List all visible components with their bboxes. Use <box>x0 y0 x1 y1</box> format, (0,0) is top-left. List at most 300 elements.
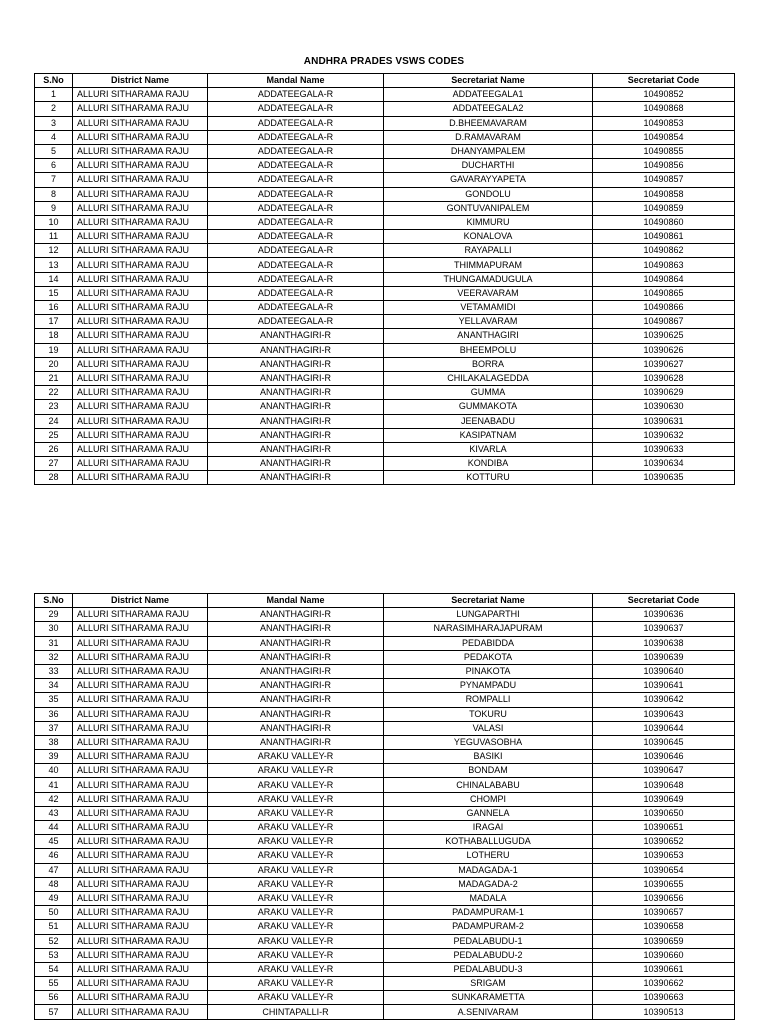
table-row <box>35 130 735 144</box>
district-cell: ALLURI SITHARAMA RAJU <box>73 102 208 116</box>
mandal-cell: ADDATEEGALA-R <box>208 230 384 244</box>
mandal-cell: ANANTHAGIRI-R <box>208 357 384 371</box>
secretariat-name-cell: GUMMAKOTA <box>384 400 593 414</box>
secretariat-code-cell: 10390637 <box>593 622 735 636</box>
district-cell: ALLURI SITHARAMA RAJU <box>73 948 208 962</box>
district-cell: ALLURI SITHARAMA RAJU <box>73 707 208 721</box>
sno-cell: 44 <box>35 821 73 835</box>
secretariat-name-cell: THUNGAMADUGULA <box>384 272 593 286</box>
mandal-cell: ADDATEEGALA-R <box>208 102 384 116</box>
district-cell: ALLURI SITHARAMA RAJU <box>73 863 208 877</box>
secretariat-code-cell: 10490859 <box>593 201 735 215</box>
column-header-sno: S.No <box>35 594 73 608</box>
mandal-cell: ANANTHAGIRI-R <box>208 608 384 622</box>
district-cell: ALLURI SITHARAMA RAJU <box>73 821 208 835</box>
district-cell: ALLURI SITHARAMA RAJU <box>73 608 208 622</box>
secretariat-name-cell: KIMMURU <box>384 215 593 229</box>
district-cell: ALLURI SITHARAMA RAJU <box>73 244 208 258</box>
district-cell: ALLURI SITHARAMA RAJU <box>73 329 208 343</box>
secretariat-code-cell: 10390631 <box>593 414 735 428</box>
table-row <box>35 88 735 102</box>
secretariat-name-cell: BASIKI <box>384 750 593 764</box>
mandal-cell: ADDATEEGALA-R <box>208 286 384 300</box>
sno-cell: 37 <box>35 721 73 735</box>
secretariat-code-cell: 10390638 <box>593 636 735 650</box>
secretariat-name-cell: PEDALABUDU-1 <box>384 934 593 948</box>
secretariat-name-cell: PADAMPURAM-1 <box>384 906 593 920</box>
secretariat-name-cell: PEDAKOTA <box>384 650 593 664</box>
sno-cell: 48 <box>35 877 73 891</box>
mandal-cell: ARAKU VALLEY-R <box>208 891 384 905</box>
sno-cell: 41 <box>35 778 73 792</box>
secretariat-name-cell: ADDATEEGALA2 <box>384 102 593 116</box>
sno-cell: 27 <box>35 457 73 471</box>
secretariat-code-cell: 10390647 <box>593 764 735 778</box>
table-row <box>35 877 735 891</box>
sno-cell: 46 <box>35 849 73 863</box>
table-header-row <box>35 594 735 608</box>
district-cell: ALLURI SITHARAMA RAJU <box>73 792 208 806</box>
district-cell: ALLURI SITHARAMA RAJU <box>73 116 208 130</box>
table-row <box>35 144 735 158</box>
table-row <box>35 414 735 428</box>
sno-cell: 39 <box>35 750 73 764</box>
mandal-cell: ANANTHAGIRI-R <box>208 371 384 385</box>
secretariat-name-cell: IRAGAI <box>384 821 593 835</box>
secretariat-code-cell: 10490865 <box>593 286 735 300</box>
secretariat-code-cell: 10390658 <box>593 920 735 934</box>
district-cell: ALLURI SITHARAMA RAJU <box>73 977 208 991</box>
sno-cell: 10 <box>35 215 73 229</box>
district-cell: ALLURI SITHARAMA RAJU <box>73 343 208 357</box>
mandal-cell: ANANTHAGIRI-R <box>208 343 384 357</box>
mandal-cell: ARAKU VALLEY-R <box>208 835 384 849</box>
secretariat-name-cell: GUMMA <box>384 386 593 400</box>
secretariat-code-cell: 10390627 <box>593 357 735 371</box>
district-cell: ALLURI SITHARAMA RAJU <box>73 877 208 891</box>
district-cell: ALLURI SITHARAMA RAJU <box>73 991 208 1005</box>
mandal-cell: ARAKU VALLEY-R <box>208 778 384 792</box>
table-row <box>35 664 735 678</box>
sno-cell: 11 <box>35 230 73 244</box>
sno-cell: 34 <box>35 679 73 693</box>
column-header-district: District Name <box>73 594 208 608</box>
table-row <box>35 471 735 485</box>
secretariat-code-cell: 10390663 <box>593 991 735 1005</box>
table-row <box>35 187 735 201</box>
mandal-cell: ADDATEEGALA-R <box>208 130 384 144</box>
sno-cell: 21 <box>35 371 73 385</box>
district-cell: ALLURI SITHARAMA RAJU <box>73 258 208 272</box>
secretariat-name-cell: KOTHABALLUGUDA <box>384 835 593 849</box>
sno-cell: 7 <box>35 173 73 187</box>
district-cell: ALLURI SITHARAMA RAJU <box>73 806 208 820</box>
secretariat-name-cell: BORRA <box>384 357 593 371</box>
secretariat-name-cell: BHEEMPOLU <box>384 343 593 357</box>
secretariat-name-cell: KASIPATNAM <box>384 428 593 442</box>
secretariat-name-cell: ANANTHAGIRI <box>384 329 593 343</box>
secretariat-code-cell: 10390639 <box>593 650 735 664</box>
mandal-cell: ANANTHAGIRI-R <box>208 457 384 471</box>
secretariat-code-cell: 10490853 <box>593 116 735 130</box>
secretariat-code-cell: 10390650 <box>593 806 735 820</box>
table-row <box>35 173 735 187</box>
table-body-1 <box>35 88 735 485</box>
district-cell: ALLURI SITHARAMA RAJU <box>73 357 208 371</box>
mandal-cell: CHINTAPALLI-R <box>208 1005 384 1019</box>
table-row <box>35 750 735 764</box>
mandal-cell: ANANTHAGIRI-R <box>208 329 384 343</box>
sno-cell: 29 <box>35 608 73 622</box>
mandal-cell: ARAKU VALLEY-R <box>208 821 384 835</box>
district-cell: ALLURI SITHARAMA RAJU <box>73 835 208 849</box>
district-cell: ALLURI SITHARAMA RAJU <box>73 457 208 471</box>
sno-cell: 12 <box>35 244 73 258</box>
secretariat-code-cell: 10390646 <box>593 750 735 764</box>
district-cell: ALLURI SITHARAMA RAJU <box>73 1005 208 1019</box>
table-row <box>35 863 735 877</box>
secretariat-name-cell: PEDALABUDU-2 <box>384 948 593 962</box>
secretariat-code-cell: 10490864 <box>593 272 735 286</box>
table-row <box>35 343 735 357</box>
table-row <box>35 1005 735 1019</box>
table-row <box>35 821 735 835</box>
mandal-cell: ARAKU VALLEY-R <box>208 977 384 991</box>
secretariat-code-cell: 10390633 <box>593 442 735 456</box>
district-cell: ALLURI SITHARAMA RAJU <box>73 679 208 693</box>
district-cell: ALLURI SITHARAMA RAJU <box>73 934 208 948</box>
district-cell: ALLURI SITHARAMA RAJU <box>73 386 208 400</box>
sno-cell: 57 <box>35 1005 73 1019</box>
sno-cell: 24 <box>35 414 73 428</box>
secretariat-code-cell: 10490863 <box>593 258 735 272</box>
secretariat-name-cell: DUCHARTHI <box>384 159 593 173</box>
secretariat-name-cell: DHANYAMPALEM <box>384 144 593 158</box>
sno-cell: 42 <box>35 792 73 806</box>
table-row <box>35 244 735 258</box>
sno-cell: 50 <box>35 906 73 920</box>
sno-cell: 49 <box>35 891 73 905</box>
table-row <box>35 608 735 622</box>
mandal-cell: ARAKU VALLEY-R <box>208 877 384 891</box>
sno-cell: 35 <box>35 693 73 707</box>
secretariat-code-cell: 10490854 <box>593 130 735 144</box>
secretariat-name-cell: CHOMPI <box>384 792 593 806</box>
secretariat-name-cell: CHINALABABU <box>384 778 593 792</box>
secretariat-name-cell: PEDALABUDU-3 <box>384 962 593 976</box>
secretariat-name-cell: THIMMAPURAM <box>384 258 593 272</box>
sno-cell: 40 <box>35 764 73 778</box>
district-cell: ALLURI SITHARAMA RAJU <box>73 849 208 863</box>
district-cell: ALLURI SITHARAMA RAJU <box>73 920 208 934</box>
table-row <box>35 891 735 905</box>
mandal-cell: ADDATEEGALA-R <box>208 159 384 173</box>
mandal-cell: ADDATEEGALA-R <box>208 201 384 215</box>
table-row <box>35 920 735 934</box>
mandal-cell: ADDATEEGALA-R <box>208 173 384 187</box>
district-cell: ALLURI SITHARAMA RAJU <box>73 201 208 215</box>
district-cell: ALLURI SITHARAMA RAJU <box>73 471 208 485</box>
district-cell: ALLURI SITHARAMA RAJU <box>73 371 208 385</box>
mandal-cell: ADDATEEGALA-R <box>208 258 384 272</box>
mandal-cell: ADDATEEGALA-R <box>208 144 384 158</box>
secretariat-name-cell: KONALOVA <box>384 230 593 244</box>
table-row <box>35 650 735 664</box>
secretariat-name-cell: KONDIBA <box>384 457 593 471</box>
table-row <box>35 806 735 820</box>
secretariat-name-cell: GANNELA <box>384 806 593 820</box>
secretariat-code-cell: 10390648 <box>593 778 735 792</box>
mandal-cell: ADDATEEGALA-R <box>208 88 384 102</box>
table-row <box>35 948 735 962</box>
sno-cell: 2 <box>35 102 73 116</box>
column-header-district: District Name <box>73 74 208 88</box>
mandal-cell: ANANTHAGIRI-R <box>208 400 384 414</box>
secretariat-name-cell: LUNGAPARTHI <box>384 608 593 622</box>
secretariat-code-cell: 10490856 <box>593 159 735 173</box>
table-row <box>35 371 735 385</box>
secretariat-code-cell: 10390625 <box>593 329 735 343</box>
sno-cell: 56 <box>35 991 73 1005</box>
secretariat-code-cell: 10490868 <box>593 102 735 116</box>
secretariat-code-cell: 10490858 <box>593 187 735 201</box>
district-cell: ALLURI SITHARAMA RAJU <box>73 962 208 976</box>
secretariat-code-cell: 10390652 <box>593 835 735 849</box>
table-row <box>35 215 735 229</box>
mandal-cell: ANANTHAGIRI-R <box>208 428 384 442</box>
table-row <box>35 442 735 456</box>
district-cell: ALLURI SITHARAMA RAJU <box>73 778 208 792</box>
mandal-cell: ARAKU VALLEY-R <box>208 863 384 877</box>
table-header-row <box>35 74 735 88</box>
mandal-cell: ARAKU VALLEY-R <box>208 920 384 934</box>
secretariat-code-cell: 10390657 <box>593 906 735 920</box>
sno-cell: 9 <box>35 201 73 215</box>
district-cell: ALLURI SITHARAMA RAJU <box>73 159 208 173</box>
secretariat-code-cell: 10490860 <box>593 215 735 229</box>
district-cell: ALLURI SITHARAMA RAJU <box>73 414 208 428</box>
sno-cell: 28 <box>35 471 73 485</box>
sno-cell: 20 <box>35 357 73 371</box>
district-cell: ALLURI SITHARAMA RAJU <box>73 442 208 456</box>
secretariat-name-cell: BONDAM <box>384 764 593 778</box>
sno-cell: 17 <box>35 315 73 329</box>
district-cell: ALLURI SITHARAMA RAJU <box>73 891 208 905</box>
column-header-mandal: Mandal Name <box>208 74 384 88</box>
secretariat-name-cell: YEGUVASOBHA <box>384 735 593 749</box>
sno-cell: 43 <box>35 806 73 820</box>
mandal-cell: ANANTHAGIRI-R <box>208 414 384 428</box>
district-cell: ALLURI SITHARAMA RAJU <box>73 721 208 735</box>
page-title: ANDHRA PRADES VSWS CODES <box>303 56 465 67</box>
secretariat-name-cell: PADAMPURAM-2 <box>384 920 593 934</box>
table-row <box>35 272 735 286</box>
secretariat-code-cell: 10390645 <box>593 735 735 749</box>
secretariat-name-cell: VETAMAMIDI <box>384 301 593 315</box>
secretariat-name-cell: TOKURU <box>384 707 593 721</box>
mandal-cell: ARAKU VALLEY-R <box>208 764 384 778</box>
table-row <box>35 721 735 735</box>
table-row <box>35 301 735 315</box>
mandal-cell: ADDATEEGALA-R <box>208 116 384 130</box>
district-cell: ALLURI SITHARAMA RAJU <box>73 664 208 678</box>
mandal-cell: ANANTHAGIRI-R <box>208 622 384 636</box>
secretariat-name-cell: A.SENIVARAM <box>384 1005 593 1019</box>
sno-cell: 45 <box>35 835 73 849</box>
district-cell: ALLURI SITHARAMA RAJU <box>73 272 208 286</box>
secretariat-name-cell: KIVARLA <box>384 442 593 456</box>
secretariat-code-cell: 10490861 <box>593 230 735 244</box>
table-row <box>35 457 735 471</box>
secretariat-name-cell: GONTUVANIPALEM <box>384 201 593 215</box>
district-cell: ALLURI SITHARAMA RAJU <box>73 428 208 442</box>
mandal-cell: ADDATEEGALA-R <box>208 215 384 229</box>
sno-cell: 53 <box>35 948 73 962</box>
secretariat-name-cell: KOTTURU <box>384 471 593 485</box>
mandal-cell: ARAKU VALLEY-R <box>208 948 384 962</box>
district-cell: ALLURI SITHARAMA RAJU <box>73 906 208 920</box>
column-header-secretariat-code: Secretariat Code <box>593 594 735 608</box>
district-cell: ALLURI SITHARAMA RAJU <box>73 764 208 778</box>
district-cell: ALLURI SITHARAMA RAJU <box>73 230 208 244</box>
district-cell: ALLURI SITHARAMA RAJU <box>73 88 208 102</box>
table-row <box>35 835 735 849</box>
sno-cell: 51 <box>35 920 73 934</box>
mandal-cell: ANANTHAGIRI-R <box>208 650 384 664</box>
table-row <box>35 679 735 693</box>
table-row <box>35 400 735 414</box>
mandal-cell: ARAKU VALLEY-R <box>208 806 384 820</box>
secretariat-name-cell: D.BHEEMAVARAM <box>384 116 593 130</box>
mandal-cell: ANANTHAGIRI-R <box>208 386 384 400</box>
sno-cell: 36 <box>35 707 73 721</box>
mandal-cell: ARAKU VALLEY-R <box>208 792 384 806</box>
sno-cell: 54 <box>35 962 73 976</box>
secretariat-code-cell: 10490857 <box>593 173 735 187</box>
column-header-secretariat-name: Secretariat Name <box>384 594 593 608</box>
sno-cell: 32 <box>35 650 73 664</box>
secretariat-code-cell: 10390632 <box>593 428 735 442</box>
column-header-sno: S.No <box>35 74 73 88</box>
secretariat-code-cell: 10490867 <box>593 315 735 329</box>
sno-cell: 1 <box>35 88 73 102</box>
mandal-cell: ADDATEEGALA-R <box>208 187 384 201</box>
sno-cell: 16 <box>35 301 73 315</box>
table-row <box>35 764 735 778</box>
secretariat-code-cell: 10390629 <box>593 386 735 400</box>
secretariat-code-cell: 10390635 <box>593 471 735 485</box>
table-row <box>35 116 735 130</box>
district-cell: ALLURI SITHARAMA RAJU <box>73 286 208 300</box>
sno-cell: 19 <box>35 343 73 357</box>
table-row <box>35 735 735 749</box>
sno-cell: 15 <box>35 286 73 300</box>
sno-cell: 52 <box>35 934 73 948</box>
secretariat-code-cell: 10490855 <box>593 144 735 158</box>
secretariat-name-cell: D.RAMAVARAM <box>384 130 593 144</box>
sno-cell: 31 <box>35 636 73 650</box>
mandal-cell: ARAKU VALLEY-R <box>208 906 384 920</box>
secretariat-name-cell: GAVARAYYAPETA <box>384 173 593 187</box>
table-row <box>35 707 735 721</box>
district-cell: ALLURI SITHARAMA RAJU <box>73 187 208 201</box>
district-cell: ALLURI SITHARAMA RAJU <box>73 400 208 414</box>
secretariat-code-cell: 10390640 <box>593 664 735 678</box>
table-row <box>35 329 735 343</box>
sno-cell: 25 <box>35 428 73 442</box>
secretariat-name-cell: MADAGADA-1 <box>384 863 593 877</box>
sno-cell: 4 <box>35 130 73 144</box>
secretariat-name-cell: SRIGAM <box>384 977 593 991</box>
secretariat-name-cell: CHILAKALAGEDDA <box>384 371 593 385</box>
mandal-cell: ARAKU VALLEY-R <box>208 750 384 764</box>
sno-cell: 3 <box>35 116 73 130</box>
sno-cell: 55 <box>35 977 73 991</box>
mandal-cell: ARAKU VALLEY-R <box>208 991 384 1005</box>
mandal-cell: ANANTHAGIRI-R <box>208 707 384 721</box>
district-cell: ALLURI SITHARAMA RAJU <box>73 622 208 636</box>
table-row <box>35 636 735 650</box>
sno-cell: 14 <box>35 272 73 286</box>
secretariat-name-cell: RAYAPALLI <box>384 244 593 258</box>
secretariat-code-cell: 10390628 <box>593 371 735 385</box>
district-cell: ALLURI SITHARAMA RAJU <box>73 130 208 144</box>
sno-cell: 8 <box>35 187 73 201</box>
mandal-cell: ANANTHAGIRI-R <box>208 636 384 650</box>
secretariat-name-cell: PEDABIDDA <box>384 636 593 650</box>
table-row <box>35 201 735 215</box>
column-header-mandal: Mandal Name <box>208 594 384 608</box>
table-row <box>35 906 735 920</box>
mandal-cell: ADDATEEGALA-R <box>208 244 384 258</box>
table-row <box>35 315 735 329</box>
secretariat-code-cell: 10390642 <box>593 693 735 707</box>
vsws-codes-table-1 <box>34 73 735 485</box>
table-row <box>35 693 735 707</box>
district-cell: ALLURI SITHARAMA RAJU <box>73 693 208 707</box>
secretariat-code-cell: 10390636 <box>593 608 735 622</box>
table-row <box>35 622 735 636</box>
secretariat-code-cell: 10390626 <box>593 343 735 357</box>
secretariat-code-cell: 10390654 <box>593 863 735 877</box>
table-row <box>35 977 735 991</box>
sno-cell: 23 <box>35 400 73 414</box>
mandal-cell: ARAKU VALLEY-R <box>208 934 384 948</box>
mandal-cell: ANANTHAGIRI-R <box>208 664 384 678</box>
sno-cell: 33 <box>35 664 73 678</box>
secretariat-name-cell: PINAKOTA <box>384 664 593 678</box>
column-header-secretariat-name: Secretariat Name <box>384 74 593 88</box>
secretariat-code-cell: 10390659 <box>593 934 735 948</box>
column-header-secretariat-code: Secretariat Code <box>593 74 735 88</box>
sno-cell: 6 <box>35 159 73 173</box>
mandal-cell: ARAKU VALLEY-R <box>208 962 384 976</box>
secretariat-code-cell: 10390634 <box>593 457 735 471</box>
table-row <box>35 386 735 400</box>
sno-cell: 26 <box>35 442 73 456</box>
table-row <box>35 934 735 948</box>
table-row <box>35 159 735 173</box>
sno-cell: 13 <box>35 258 73 272</box>
table-row <box>35 962 735 976</box>
district-cell: ALLURI SITHARAMA RAJU <box>73 735 208 749</box>
secretariat-name-cell: MADALA <box>384 891 593 905</box>
secretariat-code-cell: 10390644 <box>593 721 735 735</box>
district-cell: ALLURI SITHARAMA RAJU <box>73 215 208 229</box>
mandal-cell: ANANTHAGIRI-R <box>208 735 384 749</box>
table-row <box>35 258 735 272</box>
secretariat-code-cell: 10390513 <box>593 1005 735 1019</box>
